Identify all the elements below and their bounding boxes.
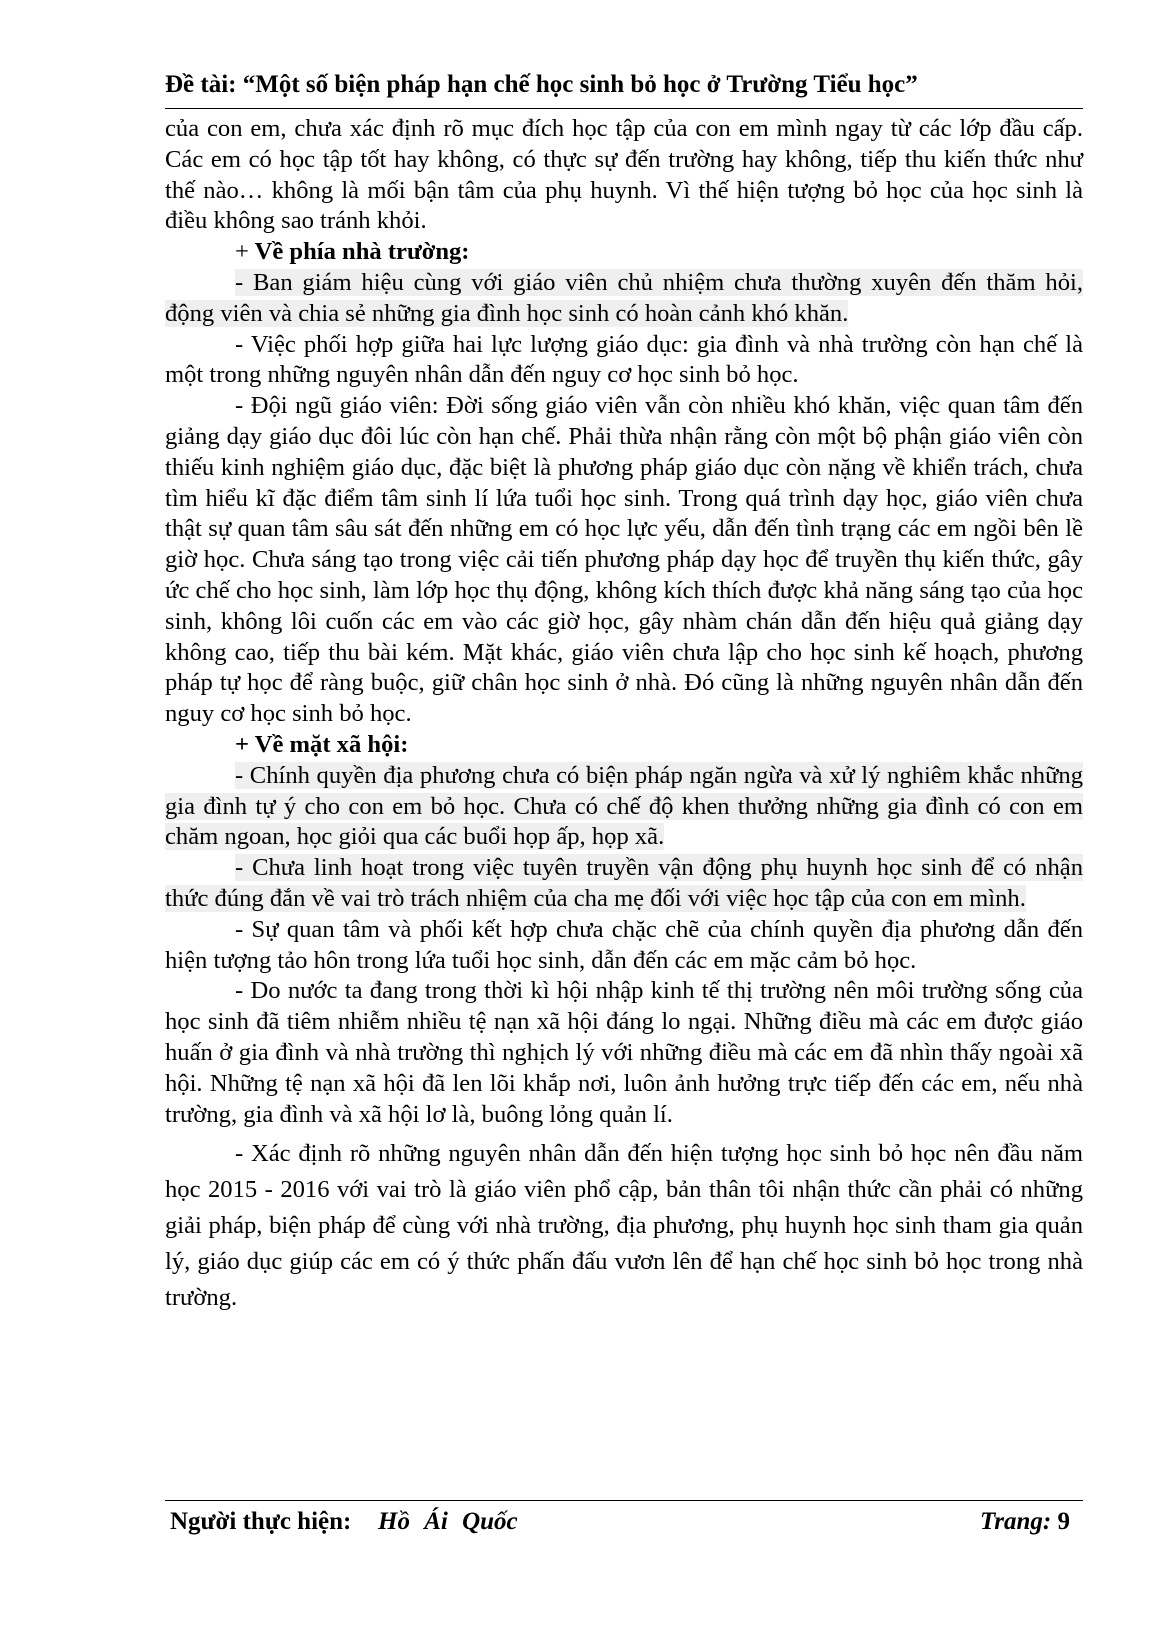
section-heading-school xyxy=(165,237,1083,268)
section-heading-society: + Về mặt xã hội: xyxy=(235,730,409,758)
paragraph: của con em, chưa xác định rõ mục đích học tập của con em mình ngay từ các lớp đầu cấp. Các em có học tập tốt hay không, có thực sự đến trường hay không, tiếp thu kiến thức như thế nào… không là mối bận tâm của phụ huynh. Vì thế hiện tượng bỏ học của học sinh là điều không sao tránh khỏi. xyxy=(165,115,1083,235)
author-name: Hồ Ái Quốc xyxy=(378,1508,518,1535)
section-heading-text: Về phía nhà trường: xyxy=(254,238,470,266)
list-item xyxy=(165,268,1083,330)
page-label: Trang: xyxy=(979,1508,1052,1535)
page-number: 9 xyxy=(1057,1508,1070,1535)
list-item xyxy=(165,853,1083,915)
list-item: - Việc phối hợp giữa hai lực lượng giáo dục: gia đình và nhà trường còn hạn chế là một trong những nguyên nhân dẫn đến nguy cơ học sinh bỏ học. xyxy=(165,330,1083,389)
plus-marker: + xyxy=(235,238,249,266)
footer-divider xyxy=(165,1500,1083,1501)
list-item: - Do nước ta đang trong thời kì hội nhập kinh tế thị trường nên môi trường sống của học sinh đã tiêm nhiễm nhiều tệ nạn xã hội đáng lo ngại. Những điều mà các em được giáo huấn ở gia đình và nhà trường thì nghịch lý với những điều mà các em đã nhìn thấy ngoài xã hội. Những tệ nạn xã hội đã len lõi khắp nơi, luôn ảnh hưởng trực tiếp đến các em, nếu nhà trường, gia đình và xã hội lơ là, buông lỏng quản lí. xyxy=(165,977,1083,1128)
header-divider xyxy=(165,108,1083,109)
highlighted-text: - Ban giám hiệu cùng với giáo viên chủ nhiệm chưa thường xuyên đến thăm hỏi, động viên và chia sẻ những gia đình học sinh có hoàn cảnh khó khăn. xyxy=(165,268,1083,327)
list-item xyxy=(165,761,1083,853)
document-body xyxy=(165,114,1083,1316)
page-header xyxy=(165,68,1083,102)
highlighted-text: - Chính quyền địa phương chưa có biện pháp ngăn ngừa và xử lý nghiêm khắc những gia đình tự ý cho con em bỏ học. Chưa có chế độ khen thưởng những gia đình có con em chăm ngoan, học giỏi qua các buổi họp ấp, họp xã. xyxy=(165,761,1083,851)
page-footer xyxy=(170,1504,1070,1540)
list-item: - Sự quan tâm và phối kết hợp chưa chặc chẽ của chính quyền địa phương dẫn đến hiện tượng tảo hôn trong lứa tuổi học sinh, dẫn đến các em mặc cảm bỏ học. xyxy=(165,915,1083,974)
list-item: - Xác định rõ những nguyên nhân dẫn đến hiện tượng học sinh bỏ học nên đầu năm học 2015 - 2016 với vai trò là giáo viên phổ cập, bản thân tôi nhận thức cần phải có những giải pháp, biện pháp để cùng với nhà trường, địa phương, phụ huynh học sinh tham gia quản lý, giáo dục giúp các em có ý thức phấn đấu vươn lên để hạn chế học sinh bỏ học trong nhà trường. xyxy=(165,1140,1083,1312)
page-number-block xyxy=(980,1504,1070,1540)
list-item: - Đội ngũ giáo viên: Đời sống giáo viên vẫn còn nhiều khó khăn, việc quan tâm đến giảng dạy giáo dục đôi lúc còn hạn chế. Phải thừa nhận rằng còn một bộ phận giáo viên còn thiếu kinh nghiệm giáo dục, đặc biệt là phương pháp giáo dục còn nặng về khiển trách, chưa tìm hiểu kĩ đặc điểm tâm sinh lí lứa tuổi học sinh. Trong quá trình dạy học, giáo viên chưa thật sự quan tâm sâu sát đến những em có học lực yếu, dẫn đến tình trạng các em ngồi bên lề giờ học. Chưa sáng tạo trong việc cải tiến phương pháp dạy học để truyền thụ kiến thức, gây ức chế cho học sinh, làm lớp học thụ động, không kích thích được khả năng sáng tạo của học sinh, không lôi cuốn các em vào các giờ học, gây nhàm chán dẫn đến hiệu quả giảng dạy không cao, tiếp thu bài kém. Mặt khác, giáo viên chưa lập cho học sinh kế hoạch, phương pháp tự học để ràng buộc, giữ chân học sinh ở nhà. Đó cũng là những nguyên nhân dẫn đến nguy cơ học sinh bỏ học. xyxy=(165,392,1083,728)
document-title: Đề tài: “Một số biện pháp hạn chế học sinh bỏ học ở Trường Tiểu học” xyxy=(165,71,918,98)
highlighted-text: - Chưa linh hoạt trong việc tuyên truyền vận động phụ huynh học sinh để có nhận thức đúng đắn về vai trò trách nhiệm của cha mẹ đối với việc học tập của con em mình. xyxy=(165,854,1083,912)
author-label: Người thực hiện: xyxy=(170,1508,352,1535)
